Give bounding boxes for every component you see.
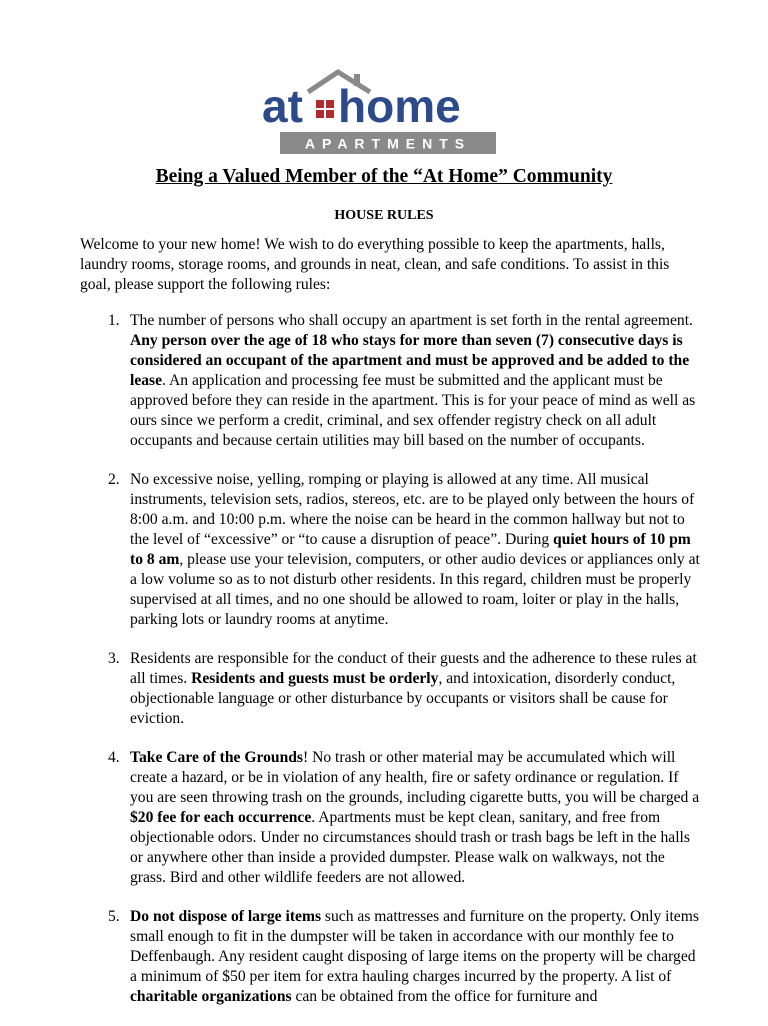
rule-number: 5.: [108, 908, 120, 925]
section-title: HOUSE RULES: [334, 208, 434, 223]
rule-number: 4.: [108, 749, 120, 766]
rule-text-segment: . Apartments must be kept clean, sanitary, and free from objectionable odors. Under no circumstances should trash or trash bags be left in the halls or anywhere other than inside a provided dumpster. Please walk on walkways, not the grass. Bird and other wildlife feeders are not allowed.: [130, 809, 690, 886]
rule-number: 3.: [108, 650, 120, 667]
window-icon: [316, 100, 334, 118]
rule-bold-segment: Take Care of the Grounds: [130, 749, 303, 766]
rule-text-segment: can be obtained from the office for furniture and: [291, 988, 598, 1005]
logo-word-apartments: APARTMENTS: [304, 135, 472, 152]
rule-bold-segment: quiet hours of 10 pm to 8 am: [130, 531, 691, 568]
rule-text-segment: No excessive noise, yelling, romping or playing is allowed at any time. All musical instruments, television sets, radios, stereos, etc. are to be played only between the hours of 8:00 a.m. and 10:00 p.m. where the noise can be heard in the common hallway but not to the level of “excessive” or “to cause a disruption of peace”. During: [130, 471, 695, 548]
rule-number: 2.: [108, 471, 120, 488]
intro-paragraph: Welcome to your new home! We wish to do everything possible to keep the apartments, halls, laundry rooms, storage rooms, and grounds in neat, clean, and safe conditions. To assist in this goal, please support the following rules:: [80, 236, 670, 293]
rule-text: [130, 907, 704, 1007]
rule-item: [108, 311, 704, 451]
page-title: Being a Valued Member of the “At Home” Community: [155, 166, 613, 187]
rule-text: [130, 311, 704, 451]
rule-bold-segment: $20 fee for each occurrence: [130, 809, 312, 826]
at-home-apartments-logo: [258, 68, 508, 158]
rule-number: 1.: [108, 312, 120, 329]
rules-list: [108, 311, 704, 1026]
rule-text: [130, 649, 704, 729]
rule-bold-segment: Any person over the age of 18 who stays for more than seven (7) consecutive days is considered an occupant of the apartment and must be approved and be added to the lease: [130, 332, 690, 389]
rule-text: [130, 748, 704, 888]
rule-text-segment: The number of persons who shall occupy an apartment is set forth in the rental agreement.: [130, 312, 693, 329]
rule-bold-segment: Residents and guests must be orderly: [191, 670, 439, 687]
rule-bold-segment: charitable organizations: [130, 988, 292, 1005]
rule-text-segment: , please use your television, computers, or other audio devices or appliances only at a low volume so as to not disturb other residents. In this regard, children must be properly supervised at all times, and no one should be allowed to roam, loiter or play in the halls, parking lots or laundry rooms at anytime.: [130, 551, 700, 628]
rule-item: [108, 748, 704, 888]
rule-item: [108, 907, 704, 1007]
logo-word-at: at: [262, 80, 303, 132]
rule-text-segment: . An application and processing fee must be submitted and the applicant must be approved before they can reside in the apartment. This is for your peace of mind as well as ours since we perform a credit, criminal, and sex offender registry check on all adult occupants and because certain utilities may bill based on the number of occupants.: [130, 372, 696, 449]
rule-text-segment: , and intoxication, disorderly conduct, objectionable language or other disturbance by occupants or visitors shall be cause for eviction.: [130, 670, 676, 727]
rule-text-segment: ! No trash or other material may be accumulated which will create a hazard, or be in violation of any health, fire or safety ordinance or regulation. If you are seen throwing trash on the grounds, including cigarette butts, you will be charged a: [130, 749, 700, 806]
rule-text-segment: such as mattresses and furniture on the property. Only items small enough to fit in the dumpster will be taken in accordance with our monthly fee to Deffenbaugh. Any resident caught disposing of large items on the property will be charged a minimum of $50 per item for extra hauling charges incurred by the property. A list of: [130, 908, 699, 985]
rule-bold-segment: Do not dispose of large items: [130, 908, 322, 925]
rule-text-segment: Residents are responsible for the conduct of their guests and the adherence to these rules at all times.: [130, 650, 697, 687]
logo-word-home: home: [338, 80, 461, 132]
rule-text: [130, 470, 704, 630]
rule-item: [108, 649, 704, 729]
rule-item: [108, 470, 704, 630]
